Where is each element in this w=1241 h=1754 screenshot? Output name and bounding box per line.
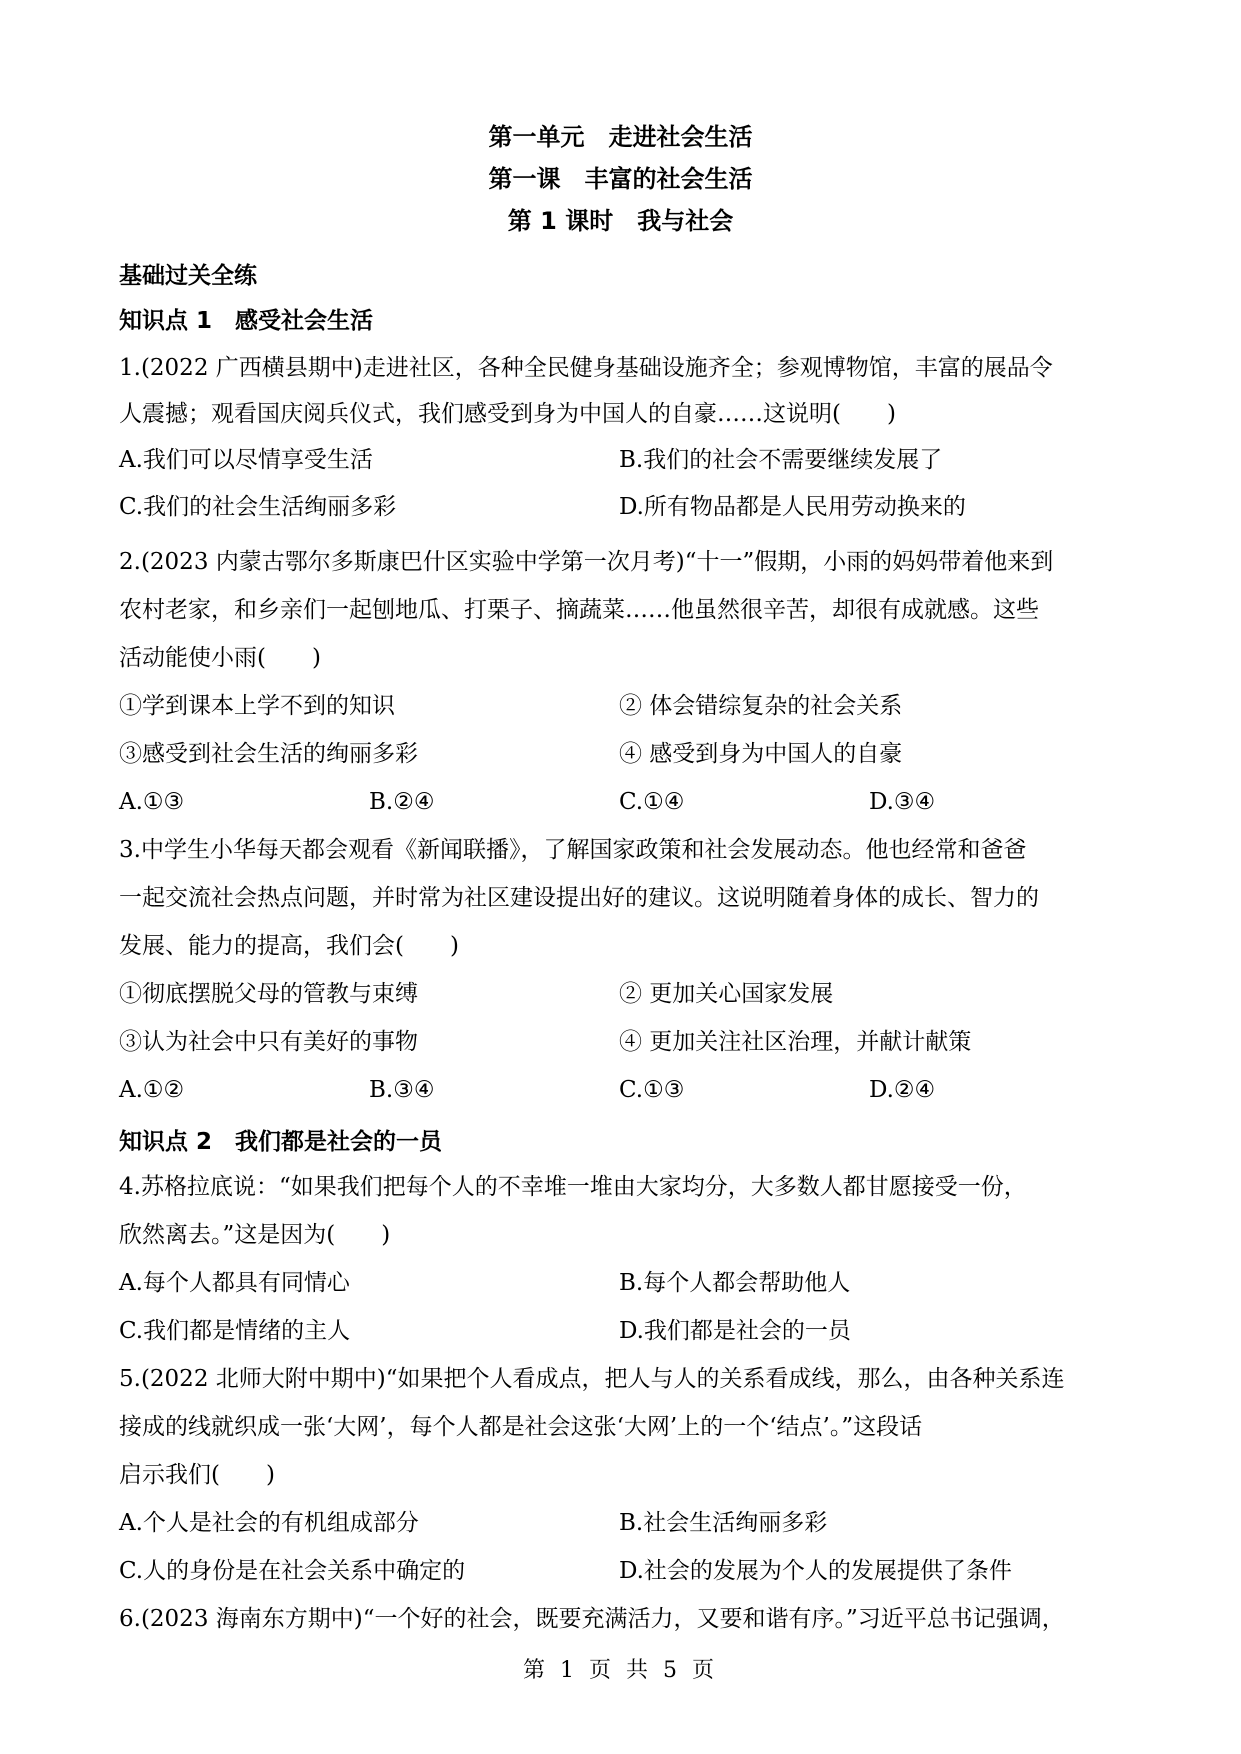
knowledge-point-2: 知识点 2 我们都是社会的一员 (119, 1129, 443, 1155)
q2-line-3: 活动能使小雨( ) (119, 645, 321, 671)
q4-option-d: D.我们都是社会的一员 (619, 1318, 851, 1344)
q5-option-d: D.社会的发展为个人的发展提供了条件 (619, 1558, 1012, 1584)
q3-statement-1: ①彻底摆脱父母的管教与束缚 (119, 981, 418, 1007)
q2-option-b: B.②④ (369, 789, 435, 815)
q5-line-1: 5.(2022 北师大附中期中)“如果把个人看成点，把人与人的关系看成线，那么，由各种关系连 (119, 1366, 1065, 1392)
q3-option-c: C.①③ (619, 1077, 685, 1103)
q2-option-c: C.①④ (619, 789, 685, 815)
q2-statement-1: ①学到课本上学不到的知识 (119, 693, 395, 719)
q5-line-2: 接成的线就织成一张‘大网’，每个人都是社会这张‘大网’上的一个‘结点’。”这段话 (119, 1414, 923, 1440)
q2-statement-2: ② 体会错综复杂的社会关系 (619, 693, 903, 719)
section-heading: 基础过关全练 (119, 263, 257, 289)
q4-line-1: 4.苏格拉底说：“如果我们把每个人的不幸堆一堆由大家均分，大多数人都甘愿接受一份， (119, 1174, 1027, 1200)
unit-title: 第一单元 走进社会生活 (488, 123, 753, 151)
q2-line-1: 2.(2023 内蒙古鄂尔多斯康巴什区实验中学第一次月考)“十一”假期，小雨的妈妈带着他来到 (119, 549, 1054, 575)
q5-option-c: C.人的身份是在社会关系中确定的 (119, 1558, 466, 1584)
q1-line-2: 人震撼；观看国庆阅兵仪式，我们感受到身为中国人的自豪……这说明( ) (119, 401, 896, 427)
q3-option-a: A.①② (119, 1077, 185, 1103)
page-footer: 第 1 页 共 5 页 (523, 1658, 718, 1683)
q4-option-c: C.我们都是情绪的主人 (119, 1318, 351, 1344)
q2-option-d: D.③④ (869, 789, 936, 815)
q5-line-3: 启示我们( ) (119, 1462, 275, 1488)
q1-option-c: C.我们的社会生活绚丽多彩 (119, 494, 397, 520)
q4-option-b: B.每个人都会帮助他人 (619, 1270, 851, 1296)
q3-line-1: 3.中学生小华每天都会观看《新闻联播》，了解国家政策和社会发展动态。他也经常和爸爸 (119, 837, 1027, 863)
q6-line-1: 6.(2023 海南东方期中)“一个好的社会，既要充满活力，又要和谐有序。”习近平总书记强调， (119, 1606, 1065, 1632)
q1-line-1: 1.(2022 广西横县期中)走进社区，各种全民健身基础设施齐全；参观博物馆，丰富的展品令 (119, 355, 1053, 381)
q2-statement-4: ④ 感受到身为中国人的自豪 (619, 741, 903, 767)
q1-option-a: A.我们可以尽情享受生活 (119, 447, 373, 473)
period-title: 第 1 课时 我与社会 (507, 207, 734, 235)
q2-statement-3: ③感受到社会生活的绚丽多彩 (119, 741, 418, 767)
q2-option-a: A.①③ (119, 789, 185, 815)
q2-line-2: 农村老家，和乡亲们一起刨地瓜、打栗子、摘蔬菜……他虽然很辛苦，却很有成就感。这些 (119, 597, 1039, 623)
q1-option-b: B.我们的社会不需要继续发展了 (619, 447, 943, 473)
q5-option-a: A.个人是社会的有机组成部分 (119, 1510, 419, 1536)
q3-option-d: D.②④ (869, 1077, 936, 1103)
q3-statement-2: ② 更加关心国家发展 (619, 981, 834, 1007)
knowledge-point-1: 知识点 1 感受社会生活 (119, 308, 374, 334)
q3-line-2: 一起交流社会热点问题，并时常为社区建设提出好的建议。这说明随着身体的成长、智力的 (119, 885, 1039, 911)
q3-statement-3: ③认为社会中只有美好的事物 (119, 1029, 418, 1055)
q5-option-b: B.社会生活绚丽多彩 (619, 1510, 828, 1536)
q3-line-3: 发展、能力的提高，我们会( ) (119, 933, 459, 959)
q4-line-2: 欣然离去。”这是因为( ) (119, 1222, 391, 1248)
lesson-title: 第一课 丰富的社会生活 (488, 165, 753, 193)
q1-option-d: D.所有物品都是人民用劳动换来的 (619, 494, 966, 520)
q4-option-a: A.每个人都具有同情心 (119, 1270, 350, 1296)
q3-statement-4: ④ 更加关注社区治理，并献计献策 (619, 1029, 972, 1055)
q3-option-b: B.③④ (369, 1077, 435, 1103)
